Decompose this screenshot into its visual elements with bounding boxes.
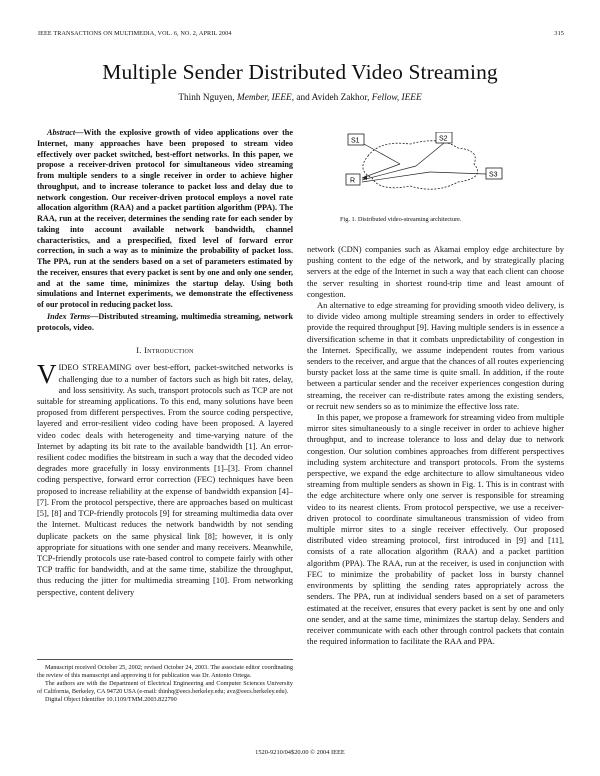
author-line [0, 93, 600, 103]
intro-paragraph-3: In this paper, we propose a framework for streaming video from multiple mirror sites simultaneously to a single receiver in order to achieve higher throughput, and to increase tolerance to loss and delay due to network congestion. Our solution combines approaches from different perspectives including system architecture and transport protocols. From the systems perspective, we expand the edge architecture to allow simultaneous video streaming from multiple senders as shown in Fig. 1. This is in contrast with the edge architecture where only one server is responsible for streaming video to its nearest clients. From protocol perspective, we use a receiver-driven protocol to coordinate simultaneous transmission of video from multiple mirror sites to a single receiver effectively. Our proposed distributed video streaming protocol, first introduced in [9] and [11], consists of a rate allocation algorithm (RAA) and a packet partition algorithm (PPA). The RAA, run at the receiver, is used in conjunction with FEC to minimize the probability of packet loss in bursty channel environments by splitting the sending rates appropriately across the senders. The PPA, run at individual senders based on a set of parameters estimated at the receiver, ensures that every packet is sent by one and only one sender, and at the same time, minimizes the startup delay. Senders and receiver communicate with each other through control packets that contain the required information to facilitate the RAA and PPA. [307, 412, 564, 647]
figure-caption: Fig. 1. Distributed video-streaming architecture. [340, 216, 462, 223]
label-s2: S2 [439, 135, 448, 143]
label-s1: S1 [351, 137, 360, 145]
page-number: 315 [554, 30, 564, 37]
intro-text-1-continued: network (CDN) companies such as Akamai employ edge architecture by pushing content to the edge of the network, and by strategically placing servers at the edge of the Internet in such a way that each client can choose the server resulting in shortest round-trip time and least amount of congestion. [307, 244, 564, 299]
figure-1 [340, 132, 510, 196]
path-s1 [364, 144, 400, 164]
intro-paragraph-1 [37, 359, 293, 597]
footnotes [37, 659, 293, 704]
right-column [307, 244, 564, 647]
index-terms [37, 312, 293, 334]
abstract-text: With the explosive growth of video applications over the Internet, many approaches have been proposed to stream video effectively over packet switched, best-effort networks. In this paper, we propose a receiver-driven protocol for simultaneous video streaming from multiple senders to a single receiver in order to achieve higher throughput, and to increase tolerance to packet loss and delay due to network congestion. Our receiver-driven protocol employs a novel rate allocation algorithm (RAA) and a packet partition algorithm (PPA). The RAA, run at the receiver, determines the sending rate for each sender by taking into account available network bandwidth, channel characteristics, and a prespecified, fixed level of forward error correction, in such a way as to minimize the probability of packet loss. The PPA, run at the senders based on a set of parameters estimated by the receiver, ensures that every packet is sent by one and only one sender, and at the same time, minimizes the startup delay. Using both simulations and Internet experiments, we demonstrate the effectiveness of our protocol in reducing packet loss. [37, 128, 293, 309]
index-terms-label: Index Terms— [47, 311, 99, 321]
journal-info: IEEE TRANSACTIONS ON MULTIMEDIA, VOL. 6, NO. 2, APRIL 2004 [38, 30, 232, 37]
section-heading: I. Introduction [136, 346, 194, 356]
author-2: and Avideh Zakhor, [296, 93, 370, 103]
index-terms-text: Distributed streaming, multimedia streaming, network protocols, video. [37, 311, 294, 332]
author-2-role: Fellow, IEEE [371, 93, 422, 103]
copyright-footer: 1520-9210/04$20.00 © 2004 IEEE [255, 749, 345, 756]
running-header [38, 30, 564, 40]
path-to-receiver-1 [362, 164, 400, 178]
footnote-affiliation: The authors are with the Department of Electrical Engineering and Computer Sciences University of California, Berkeley, CA 94720 USA (e-mail: thinhq@eecs.berkeley.edu; avz@eecs.berkeley.edu). [37, 680, 293, 695]
footnote-doi: Digital Object Identifier 10.1109/TMM.2003.822790 [45, 696, 177, 703]
label-r: R [350, 177, 356, 185]
drop-cap: V [37, 359, 57, 390]
footnote-manuscript: Manuscript received October 25, 2002; revised October 24, 2003. The associate editor coordinating the review of this manuscript and approving it for publication was Dr. Antonio Ortega. [37, 664, 293, 679]
abstract-label: Abstract— [47, 128, 84, 137]
label-s3: S3 [489, 171, 498, 179]
path-s3 [430, 172, 486, 174]
network-diagram [340, 132, 510, 196]
path-s2 [416, 143, 444, 166]
intro-paragraph-2: An alternative to edge streaming for providing smooth video delivery, is to divide video among multiple streaming senders in order to effectively provide the required throughput [9]. Having multiple senders is in essence a diversification scheme in that it combats unpredictability of congestion in the Internet. Specifically, we assume independent routes from various senders to the receiver, and argue that the chances of all routes experiencing bursty packet loss at the same time is quite small. In addition, if the route between a particular sender and the receiver experiences congestion during streaming, the receiver can re-distribute rates among the existing senders, or recruit new senders so as to minimize the effective loss rate. [307, 300, 564, 411]
intro-first-word: IDEO STREAMING [58, 362, 132, 373]
paper-title: Multiple Sender Distributed Video Streaming [102, 60, 498, 84]
abstract [37, 128, 293, 311]
intro-text-1: over best-effort, packet-switched networks is challenging due to a number of factors such as high bit rates, delay, and loss sensitivity. As such, transport protocols such as TCP are not suitable for streaming applications. To this end, many solutions have been proposed from different perspectives. From the source coding perspective, layered and error-resilient video coding have been proposed. A layered video codec deals with heterogeneity and time-varying nature of the Internet by adapting its bit rate to the available bandwidth [1]. An error-resilient codec modifies the bitstream in such a way that the decoded video degrades more gracefully in lossy environments [1]–[3]. From channel coding perspective, forward error correction (FEC) techniques have been proposed to increase reliability at the expense of bandwidth expansion [4]–[7]. From the protocol perspective, there are approaches based on multicast [5], [8] and TCP-friendly protocols [9] for streaming multimedia data over the Internet. Multicast reduces the network bandwidth by not sending duplicate packets on the same physical link [8]; however, it is only appropriate for situations with one sender and many receivers. Meanwhile, TCP-friendly protocols use rate-based control to compete fairly with other TCP traffic for bandwidth, and at the same time, stabilize the throughput, thus reducing the jitter for multimedia streaming [10]. From networking perspective, content delivery [37, 362, 293, 597]
author-1-role: Member, IEEE, [236, 93, 295, 103]
author-1: Thinh Nguyen, [178, 93, 235, 103]
internet-cloud [363, 141, 478, 189]
left-column [37, 128, 293, 598]
